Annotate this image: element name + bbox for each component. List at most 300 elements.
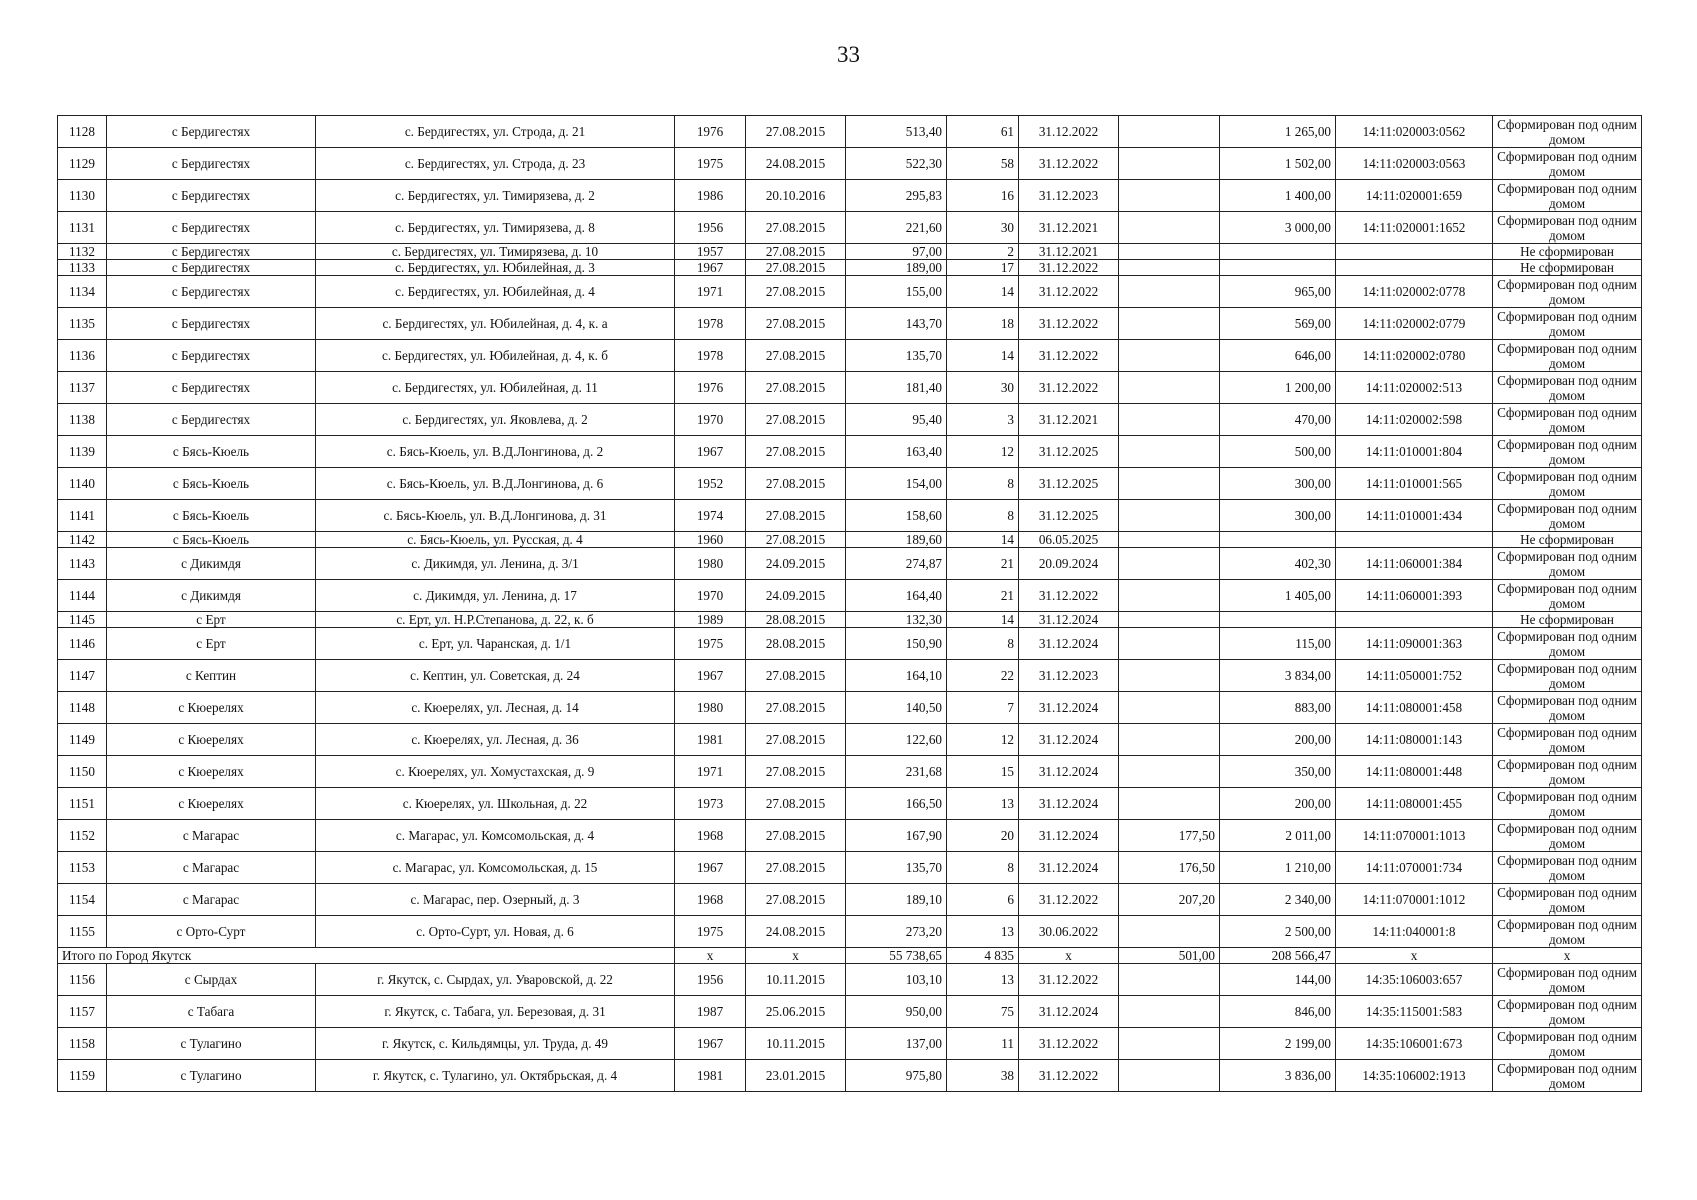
build-year-cell: 1987 [675,996,746,1028]
inclusion-date-cell: 27.08.2015 [746,532,846,548]
row-number-cell: 1150 [58,756,107,788]
area-2-cell: 207,20 [1119,884,1220,916]
subtotal-deadline: x [1019,948,1119,964]
area-cell: 150,90 [846,628,947,660]
row-number-cell: 1135 [58,308,107,340]
address-cell: с. Кюерелях, ул. Лесная, д. 36 [316,724,675,756]
cadastral-number-cell [1336,612,1493,628]
table-row [58,788,1642,820]
table-row [58,372,1642,404]
inclusion-date-cell: 28.08.2015 [746,628,846,660]
settlement-name-cell: с Бердигестях [107,308,316,340]
planned-date-cell: 31.12.2024 [1019,820,1119,852]
land-area-cell: 3 836,00 [1220,1060,1336,1092]
area-cell: 164,10 [846,660,947,692]
build-year-cell: 1980 [675,548,746,580]
land-status-cell: Сформирован под одним домом [1493,404,1642,436]
build-year-cell: 1960 [675,532,746,548]
housing-table [57,115,1642,1092]
inclusion-date-cell: 27.08.2015 [746,820,846,852]
table-row [58,820,1642,852]
land-area-cell: 2 011,00 [1220,820,1336,852]
area-2-cell [1119,468,1220,500]
build-year-cell: 1974 [675,500,746,532]
residents-count-cell: 58 [947,148,1019,180]
row-number-cell: 1134 [58,276,107,308]
settlement-name-cell: с Ерт [107,612,316,628]
area-2-cell [1119,372,1220,404]
land-area-cell: 569,00 [1220,308,1336,340]
planned-date-cell: 31.12.2025 [1019,436,1119,468]
planned-date-cell: 31.12.2024 [1019,628,1119,660]
inclusion-date-cell: 27.08.2015 [746,692,846,724]
row-number-cell: 1146 [58,628,107,660]
residents-count-cell: 12 [947,724,1019,756]
row-number-cell: 1155 [58,916,107,948]
inclusion-date-cell: 27.08.2015 [746,244,846,260]
land-area-cell: 1 502,00 [1220,148,1336,180]
address-cell: с. Бясь-Кюель, ул. В.Д.Лонгинова, д. 31 [316,500,675,532]
settlement-name-cell: с Бердигестях [107,260,316,276]
build-year-cell: 1970 [675,404,746,436]
land-area-cell: 2 500,00 [1220,916,1336,948]
area-cell: 181,40 [846,372,947,404]
table-row [58,276,1642,308]
inclusion-date-cell: 20.10.2016 [746,180,846,212]
settlement-name-cell: с Дикимдя [107,580,316,612]
build-year-cell: 1976 [675,372,746,404]
planned-date-cell: 31.12.2022 [1019,1060,1119,1092]
row-number-cell: 1136 [58,340,107,372]
area-2-cell [1119,548,1220,580]
area-2-cell [1119,756,1220,788]
land-status-cell: Сформирован под одним домом [1493,1028,1642,1060]
area-2-cell [1119,964,1220,996]
address-cell: с. Ерт, ул. Н.Р.Степанова, д. 22, к. б [316,612,675,628]
settlement-name-cell: с Бердигестях [107,404,316,436]
table-row [58,308,1642,340]
area-2-cell [1119,436,1220,468]
settlement-name-cell: с Бердигестях [107,372,316,404]
planned-date-cell: 31.12.2023 [1019,660,1119,692]
land-status-cell: Сформирован под одним домом [1493,500,1642,532]
build-year-cell: 1970 [675,580,746,612]
table-row [58,436,1642,468]
area-2-cell [1119,532,1220,548]
settlement-name-cell: с Бердигестях [107,244,316,260]
row-number-cell: 1128 [58,116,107,148]
planned-date-cell: 31.12.2022 [1019,148,1119,180]
area-2-cell [1119,244,1220,260]
build-year-cell: 1971 [675,276,746,308]
build-year-cell: 1967 [675,1028,746,1060]
build-year-cell: 1967 [675,436,746,468]
build-year-cell: 1968 [675,820,746,852]
settlement-name-cell: с Магарас [107,820,316,852]
address-cell: с. Бердигестях, ул. Юбилейная, д. 4, к. б [316,340,675,372]
land-status-cell: Сформирован под одним домом [1493,116,1642,148]
build-year-cell: 1956 [675,212,746,244]
inclusion-date-cell: 27.08.2015 [746,308,846,340]
subtotal-land: 208 566,47 [1220,948,1336,964]
address-cell: с. Ерт, ул. Чаранская, д. 1/1 [316,628,675,660]
area-cell: 950,00 [846,996,947,1028]
cadastral-number-cell: 14:11:020002:513 [1336,372,1493,404]
land-status-cell: Не сформирован [1493,244,1642,260]
land-status-cell: Сформирован под одним домом [1493,148,1642,180]
residents-count-cell: 14 [947,612,1019,628]
row-number-cell: 1159 [58,1060,107,1092]
page-number: 33 [837,42,860,67]
address-cell: с. Кюерелях, ул. Школьная, д. 22 [316,788,675,820]
cadastral-number-cell: 14:11:090001:363 [1336,628,1493,660]
planned-date-cell: 31.12.2022 [1019,372,1119,404]
land-status-cell: Сформирован под одним домом [1493,212,1642,244]
address-cell: с. Магарас, ул. Комсомольская, д. 4 [316,820,675,852]
table-row [58,724,1642,756]
settlement-name-cell: с Бясь-Кюель [107,500,316,532]
area-cell: 163,40 [846,436,947,468]
build-year-cell: 1975 [675,628,746,660]
table-row [58,996,1642,1028]
row-number-cell: 1158 [58,1028,107,1060]
settlement-name-cell: с Магарас [107,884,316,916]
address-cell: с. Бердигестях, ул. Строда, д. 21 [316,116,675,148]
residents-count-cell: 21 [947,580,1019,612]
inclusion-date-cell: 25.06.2015 [746,996,846,1028]
address-cell: с. Дикимдя, ул. Ленина, д. 3/1 [316,548,675,580]
table-row [58,404,1642,436]
inclusion-date-cell: 24.08.2015 [746,916,846,948]
build-year-cell: 1986 [675,180,746,212]
table-row [58,180,1642,212]
area-cell: 522,30 [846,148,947,180]
address-cell: с. Бясь-Кюель, ул. В.Д.Лонгинова, д. 6 [316,468,675,500]
settlement-name-cell: с Кептин [107,660,316,692]
build-year-cell: 1952 [675,468,746,500]
table-row [58,1060,1642,1092]
land-area-cell: 1 400,00 [1220,180,1336,212]
land-area-cell [1220,244,1336,260]
cadastral-number-cell: 14:35:106001:673 [1336,1028,1493,1060]
table-row [58,580,1642,612]
land-area-cell: 646,00 [1220,340,1336,372]
table-row [58,116,1642,148]
cadastral-number-cell: 14:11:080001:448 [1336,756,1493,788]
land-area-cell [1220,532,1336,548]
planned-date-cell: 31.12.2022 [1019,1028,1119,1060]
address-cell: с. Магарас, ул. Комсомольская, д. 15 [316,852,675,884]
planned-date-cell: 31.12.2024 [1019,612,1119,628]
address-cell: с. Бердигестях, ул. Строда, д. 23 [316,148,675,180]
planned-date-cell: 31.12.2024 [1019,996,1119,1028]
residents-count-cell: 13 [947,964,1019,996]
area-2-cell [1119,724,1220,756]
build-year-cell: 1957 [675,244,746,260]
planned-date-cell: 31.12.2021 [1019,244,1119,260]
row-number-cell: 1147 [58,660,107,692]
row-number-cell: 1152 [58,820,107,852]
build-year-cell: 1975 [675,148,746,180]
inclusion-date-cell: 27.08.2015 [746,340,846,372]
inclusion-date-cell: 27.08.2015 [746,852,846,884]
row-number-cell: 1144 [58,580,107,612]
address-cell: г. Якутск, с. Тулагино, ул. Октябрьская, д. 4 [316,1060,675,1092]
row-number-cell: 1142 [58,532,107,548]
land-status-cell: Сформирован под одним домом [1493,692,1642,724]
address-cell: с. Бердигестях, ул. Тимирязева, д. 10 [316,244,675,260]
inclusion-date-cell: 10.11.2015 [746,1028,846,1060]
area-cell: 97,00 [846,244,947,260]
build-year-cell: 1973 [675,788,746,820]
settlement-name-cell: с Кюерелях [107,788,316,820]
planned-date-cell: 31.12.2022 [1019,580,1119,612]
land-area-cell: 2 340,00 [1220,884,1336,916]
residents-count-cell: 21 [947,548,1019,580]
row-number-cell: 1129 [58,148,107,180]
land-status-cell: Сформирован под одним домом [1493,180,1642,212]
area-2-cell: 177,50 [1119,820,1220,852]
address-cell: с. Бердигестях, ул. Яковлева, д. 2 [316,404,675,436]
address-cell: с. Дикимдя, ул. Ленина, д. 17 [316,580,675,612]
residents-count-cell: 18 [947,308,1019,340]
residents-count-cell: 13 [947,916,1019,948]
build-year-cell: 1968 [675,884,746,916]
area-2-cell [1119,276,1220,308]
residents-count-cell: 14 [947,276,1019,308]
cadastral-number-cell: 14:11:020001:1652 [1336,212,1493,244]
settlement-name-cell: с Орто-Сурт [107,916,316,948]
area-cell: 975,80 [846,1060,947,1092]
planned-date-cell: 31.12.2022 [1019,340,1119,372]
land-area-cell: 846,00 [1220,996,1336,1028]
planned-date-cell: 31.12.2023 [1019,180,1119,212]
cadastral-number-cell: 14:11:020002:0779 [1336,308,1493,340]
table-row [58,692,1642,724]
cadastral-number-cell: 14:11:010001:804 [1336,436,1493,468]
table-row [58,916,1642,948]
row-number-cell: 1153 [58,852,107,884]
row-number-cell: 1138 [58,404,107,436]
cadastral-number-cell: 14:35:106002:1913 [1336,1060,1493,1092]
area-2-cell [1119,612,1220,628]
residents-count-cell: 8 [947,628,1019,660]
subtotal-area: 55 738,65 [846,948,947,964]
planned-date-cell: 31.12.2022 [1019,308,1119,340]
residents-count-cell: 8 [947,852,1019,884]
address-cell: с. Бердигестях, ул. Тимирязева, д. 2 [316,180,675,212]
build-year-cell: 1956 [675,964,746,996]
row-number-cell: 1140 [58,468,107,500]
settlement-name-cell: с Бердигестях [107,116,316,148]
cadastral-number-cell: 14:11:060001:384 [1336,548,1493,580]
address-cell: с. Бердигестях, ул. Юбилейная, д. 3 [316,260,675,276]
cadastral-number-cell: 14:11:080001:458 [1336,692,1493,724]
build-year-cell: 1967 [675,260,746,276]
area-2-cell [1119,500,1220,532]
planned-date-cell: 31.12.2024 [1019,788,1119,820]
row-number-cell: 1148 [58,692,107,724]
cadastral-number-cell: 14:11:020001:659 [1336,180,1493,212]
area-2-cell [1119,148,1220,180]
settlement-name-cell: с Табага [107,996,316,1028]
area-2-cell [1119,996,1220,1028]
cadastral-number-cell: 14:11:020003:0563 [1336,148,1493,180]
cadastral-number-cell [1336,244,1493,260]
inclusion-date-cell: 27.08.2015 [746,884,846,916]
area-cell: 103,10 [846,964,947,996]
inclusion-date-cell: 27.08.2015 [746,660,846,692]
row-number-cell: 1130 [58,180,107,212]
settlement-name-cell: с Кюерелях [107,756,316,788]
area-cell: 273,20 [846,916,947,948]
table-row [58,212,1642,244]
table-row [58,884,1642,916]
planned-date-cell: 06.05.2025 [1019,532,1119,548]
planned-date-cell: 31.12.2024 [1019,852,1119,884]
cadastral-number-cell: 14:11:060001:393 [1336,580,1493,612]
inclusion-date-cell: 27.08.2015 [746,788,846,820]
settlement-name-cell: с Сырдах [107,964,316,996]
address-cell: с. Кептин, ул. Советская, д. 24 [316,660,675,692]
build-year-cell: 1981 [675,724,746,756]
address-cell: с. Бердигестях, ул. Юбилейная, д. 11 [316,372,675,404]
row-number-cell: 1141 [58,500,107,532]
land-area-cell [1220,260,1336,276]
land-area-cell: 965,00 [1220,276,1336,308]
land-status-cell: Сформирован под одним домом [1493,436,1642,468]
address-cell: с. Кюерелях, ул. Хомустахская, д. 9 [316,756,675,788]
area-cell: 189,10 [846,884,947,916]
cadastral-number-cell [1336,532,1493,548]
subtotal-area-2: 501,00 [1119,948,1220,964]
area-cell: 274,87 [846,548,947,580]
table-row [58,852,1642,884]
inclusion-date-cell: 28.08.2015 [746,612,846,628]
land-area-cell: 500,00 [1220,436,1336,468]
area-cell: 221,60 [846,212,947,244]
residents-count-cell: 8 [947,468,1019,500]
residents-count-cell: 6 [947,884,1019,916]
area-cell: 122,60 [846,724,947,756]
land-area-cell: 1 200,00 [1220,372,1336,404]
inclusion-date-cell: 24.08.2015 [746,148,846,180]
address-cell: г. Якутск, с. Сырдах, ул. Уваровской, д. 22 [316,964,675,996]
area-2-cell [1119,116,1220,148]
build-year-cell: 1981 [675,1060,746,1092]
planned-date-cell: 31.12.2022 [1019,884,1119,916]
land-status-cell: Сформирован под одним домом [1493,884,1642,916]
row-number-cell: 1132 [58,244,107,260]
inclusion-date-cell: 27.08.2015 [746,212,846,244]
inclusion-date-cell: 27.08.2015 [746,116,846,148]
land-area-cell: 200,00 [1220,788,1336,820]
planned-date-cell: 31.12.2022 [1019,276,1119,308]
residents-count-cell: 17 [947,260,1019,276]
row-number-cell: 1156 [58,964,107,996]
area-2-cell [1119,340,1220,372]
table-row [58,628,1642,660]
land-status-cell: Сформирован под одним домом [1493,628,1642,660]
address-cell: г. Якутск, с. Кильдямцы, ул. Труда, д. 49 [316,1028,675,1060]
residents-count-cell: 30 [947,212,1019,244]
land-area-cell: 3 000,00 [1220,212,1336,244]
area-2-cell [1119,308,1220,340]
planned-date-cell: 31.12.2021 [1019,404,1119,436]
build-year-cell: 1976 [675,116,746,148]
land-status-cell: Сформирован под одним домом [1493,580,1642,612]
cadastral-number-cell: 14:11:080001:143 [1336,724,1493,756]
settlement-name-cell: с Бердигестях [107,276,316,308]
area-cell: 167,90 [846,820,947,852]
table-row [58,612,1642,628]
area-cell: 513,40 [846,116,947,148]
area-2-cell [1119,212,1220,244]
row-number-cell: 1133 [58,260,107,276]
area-cell: 154,00 [846,468,947,500]
land-status-cell: Сформирован под одним домом [1493,276,1642,308]
land-status-cell: Сформирован под одним домом [1493,308,1642,340]
address-cell: с. Бердигестях, ул. Юбилейная, д. 4, к. а [316,308,675,340]
cadastral-number-cell: 14:11:070001:1012 [1336,884,1493,916]
area-2-cell [1119,692,1220,724]
settlement-name-cell: с Бердигестях [107,212,316,244]
planned-date-cell: 20.09.2024 [1019,548,1119,580]
residents-count-cell: 8 [947,500,1019,532]
settlement-name-cell: с Тулагино [107,1060,316,1092]
land-area-cell: 1 405,00 [1220,580,1336,612]
address-cell: с. Орто-Сурт, ул. Новая, д. 6 [316,916,675,948]
cadastral-number-cell: 14:11:040001:8 [1336,916,1493,948]
area-cell: 189,00 [846,260,947,276]
subtotal-label: Итого по Город Якутск [58,948,675,964]
cadastral-number-cell: 14:11:020002:598 [1336,404,1493,436]
build-year-cell: 1975 [675,916,746,948]
cadastral-number-cell: 14:11:050001:752 [1336,660,1493,692]
land-status-cell: Не сформирован [1493,532,1642,548]
land-area-cell: 3 834,00 [1220,660,1336,692]
land-area-cell: 2 199,00 [1220,1028,1336,1060]
settlement-name-cell: с Бясь-Кюель [107,468,316,500]
area-2-cell [1119,628,1220,660]
residents-count-cell: 16 [947,180,1019,212]
residents-count-cell: 61 [947,116,1019,148]
table-row [58,532,1642,548]
residents-count-cell: 13 [947,788,1019,820]
table-row [58,964,1642,996]
land-area-cell: 1 265,00 [1220,116,1336,148]
cadastral-number-cell [1336,260,1493,276]
subtotal-status: x [1493,948,1642,964]
settlement-name-cell: с Ерт [107,628,316,660]
land-status-cell: Сформирован под одним домом [1493,788,1642,820]
inclusion-date-cell: 27.08.2015 [746,500,846,532]
land-area-cell: 200,00 [1220,724,1336,756]
area-2-cell [1119,580,1220,612]
land-status-cell: Сформирован под одним домом [1493,468,1642,500]
row-number-cell: 1154 [58,884,107,916]
inclusion-date-cell: 10.11.2015 [746,964,846,996]
subtotal-cadastral: x [1336,948,1493,964]
row-number-cell: 1157 [58,996,107,1028]
cadastral-number-cell: 14:11:070001:734 [1336,852,1493,884]
inclusion-date-cell: 27.08.2015 [746,260,846,276]
area-cell: 135,70 [846,852,947,884]
residents-count-cell: 11 [947,1028,1019,1060]
build-year-cell: 1989 [675,612,746,628]
row-number-cell: 1139 [58,436,107,468]
table-row [58,468,1642,500]
